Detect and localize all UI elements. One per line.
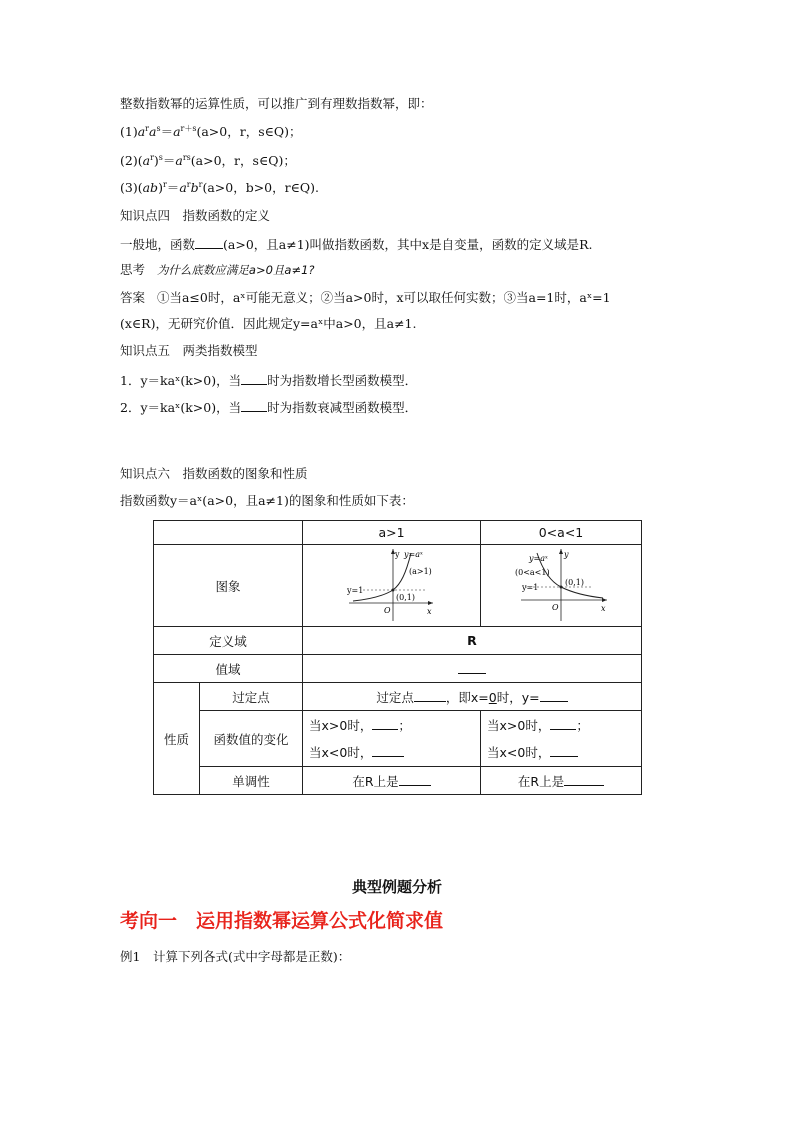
think-question: 思考 为什么底数应满足a>0且a≠1? xyxy=(120,262,315,277)
kp6-intro: 指数函数y＝aˣ(a>0，且a≠1)的图象和性质如下表： xyxy=(120,493,414,508)
col-a-gt-1: a>1 xyxy=(303,521,481,545)
svg-text:y=1: y=1 xyxy=(522,583,539,592)
table-row-graph xyxy=(154,545,642,627)
intro-text: 整数指数幂的运算性质，可以推广到有理数指数幂，即： xyxy=(120,96,433,111)
rule-2: $(2)(a^r)^s=a^{rs}(a>0$，r，s∈Q)； xyxy=(120,153,296,168)
table-row-range xyxy=(154,655,642,683)
svg-text:(0,1): (0,1) xyxy=(565,578,584,587)
answer-line-1: 答案 ①当a≤0时，aˣ可能无意义；②当a>0时，x可以取任何实数；③当a=1时，aˣ=1 xyxy=(120,290,611,305)
answer-line-2: (x∈R)，无研究价值．因此规定y=aˣ中a>0，且a≠1. xyxy=(120,316,417,331)
row-label-fixed: 过定点 xyxy=(200,683,303,711)
table-header-row xyxy=(154,521,642,545)
range-blank-cell xyxy=(303,655,642,683)
svg-text:O: O xyxy=(552,603,559,612)
change-a-lt-1: 当x>0时， ； 当x<0时， xyxy=(481,711,642,767)
svg-text:y=aˣ: y=aˣ xyxy=(529,554,548,563)
svg-text:(a>1): (a>1) xyxy=(409,567,432,576)
svg-text:y=aˣ: y=aˣ xyxy=(404,550,423,559)
row-label-domain: 定义域 xyxy=(154,627,303,655)
graph-a-gt-1 xyxy=(303,545,481,623)
svg-text:y: y xyxy=(395,550,400,559)
graph-a-lt-1-cell xyxy=(481,545,642,627)
mono-a-lt-1: 在R上是 xyxy=(481,767,642,795)
exp-function-table xyxy=(153,520,642,795)
rule-1: $(1)a^ra^s=a^{r+s}(a>0$，r，s∈Q)； xyxy=(120,124,302,139)
section-title: 典型例题分析 xyxy=(351,878,442,896)
row-label-graph: 图象 xyxy=(154,545,303,627)
table-row-change xyxy=(154,711,642,767)
table-row-domain xyxy=(154,627,642,655)
change-a-gt-1: 当x>0时， ； 当x<0时， xyxy=(303,711,481,767)
svg-text:(0,1): (0,1) xyxy=(396,593,415,602)
kp6-title: 知识点六 指数函数的图象和性质 xyxy=(120,466,308,481)
kp5-item-1: 1．y＝kaˣ(k>0)，当 时为指数增长型函数模型． xyxy=(120,373,418,388)
table-row-fixed-point xyxy=(154,683,642,711)
kp4-title: 知识点四 指数函数的定义 xyxy=(120,208,271,223)
svg-text:x: x xyxy=(601,604,606,613)
definition-text: 一般地，函数 (a>0，且a≠1)叫做指数函数，其中x是自变量，函数的定义域是R. xyxy=(120,237,593,252)
kp5-title: 知识点五 两类指数模型 xyxy=(120,343,258,358)
svg-text:x: x xyxy=(427,607,432,616)
svg-text:y: y xyxy=(564,550,569,559)
topic-title: 考向一 运用指数幂运算公式化简求值 xyxy=(120,910,444,932)
row-label-props: 性质 xyxy=(154,683,200,795)
mono-a-gt-1: 在R上是 xyxy=(303,767,481,795)
col-a-lt-1: 0<a<1 xyxy=(481,521,642,545)
row-label-mono: 单调性 xyxy=(200,767,303,795)
svg-text:(0<a<1): (0<a<1) xyxy=(515,568,550,577)
table-row-monotonic xyxy=(154,767,642,795)
rule-3: $(3)(ab)^r=a^rb^r(a>0$，b>0，r∈Q). xyxy=(120,180,319,195)
svg-text:O: O xyxy=(384,606,391,615)
svg-text:y=1: y=1 xyxy=(347,586,364,595)
kp5-item-2: 2．y＝kaˣ(k>0)，当 时为指数衰减型函数模型． xyxy=(120,400,418,415)
example-1: 例1 计算下列各式(式中字母都是正数)： xyxy=(120,949,351,964)
fixed-point-text: 过定点 ，即x=0时，y= xyxy=(303,683,642,711)
graph-a-gt-1-cell xyxy=(303,545,481,627)
graph-a-lt-1 xyxy=(481,545,642,623)
row-label-change: 函数值的变化 xyxy=(200,711,303,767)
domain-value: R xyxy=(303,627,642,655)
row-label-range: 值域 xyxy=(154,655,303,683)
